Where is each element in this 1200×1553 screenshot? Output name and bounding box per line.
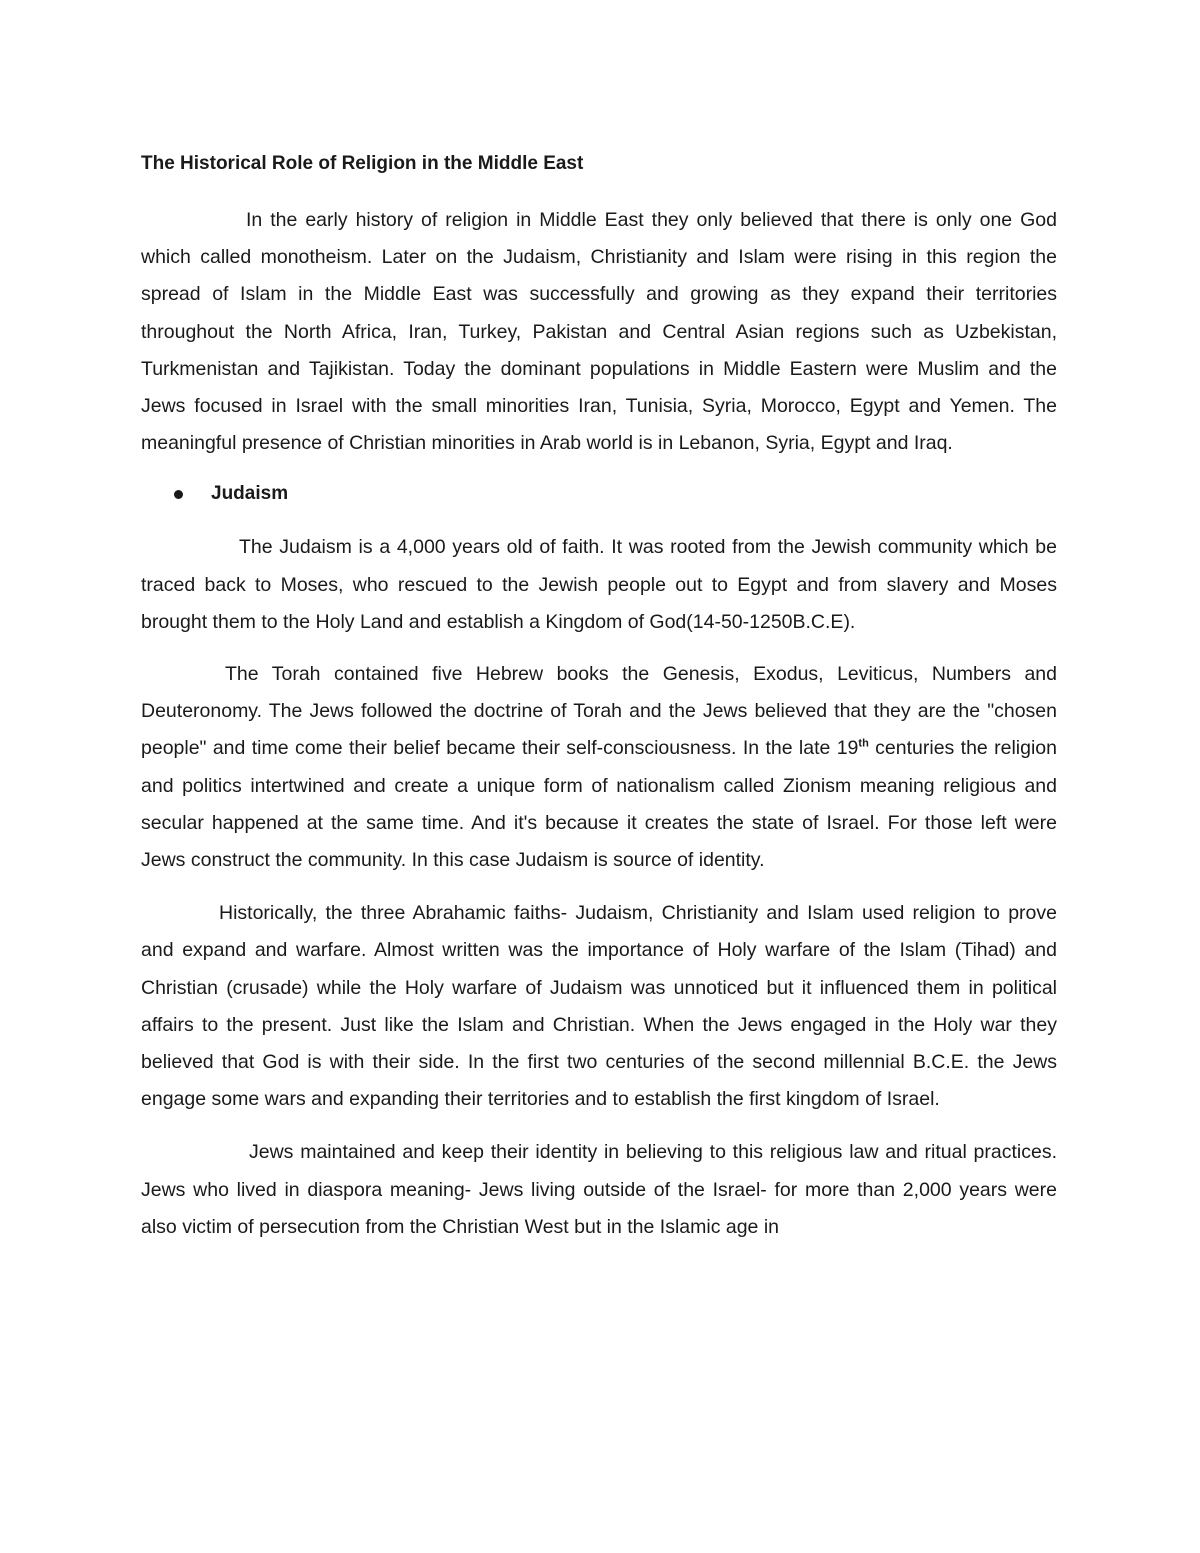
judaism-paragraph-2 bbox=[141, 656, 1057, 879]
document-page bbox=[141, 150, 1057, 1246]
bullet-icon bbox=[174, 490, 183, 499]
paragraph-2-text: The Torah contained five Hebrew books the Genesis, Exodus, Leviticus, Numbers and Deuteronomy. The Jews followed the doctrine of Torah and the Jews believed that they are the "chosen people" and time come their belief became their self-consciousness. In the late 19 bbox=[141, 663, 1057, 760]
paragraph-2-text-cont: centuries the religion and politics intertwined and create a unique form of nationalism called Zionism meaning religious and secular happened at the same time. And it's because it creates the state of Israel. For those left were Jews construct the community. In this case Judaism is source of identity. bbox=[141, 737, 1057, 872]
intro-paragraph: In the early history of religion in Middle East they only believed that there is only one God which called monotheism. Later on the Judaism, Christianity and Islam were rising in this region the spread of Islam in the Middle East was successfully and growing as they expand their territories throughout the North Africa, Iran, Turkey, Pakistan and Central Asian regions such as Uzbekistan, Turkmenistan and Tajikistan. Today the dominant populations in Middle Eastern were Muslim and the Jews focused in Israel with the small minorities Iran, Tunisia, Syria, Morocco, Egypt and Yemen. The meaningful presence of Christian minorities in Arab world is in Lebanon, Syria, Egypt and Iraq. bbox=[141, 209, 1057, 455]
section-bullet bbox=[141, 479, 1057, 509]
page-title: The Historical Role of Religion in the Middle East bbox=[141, 153, 584, 174]
ordinal-suffix: th bbox=[858, 737, 869, 750]
judaism-paragraph-1: The Judaism is a 4,000 years old of faith. It was rooted from the Jewish community which be traced back to Moses, who rescued to the Jewish people out to Egypt and from slavery and Moses brought them to the Holy Land and establish a Kingdom of God(14-50-1250B.C.E). bbox=[141, 536, 1057, 633]
judaism-paragraph-4: Jews maintained and keep their identity in believing to this religious law and ritual practices. Jews who lived in diaspora meaning- Jews living outside of the Israel- for more than 2,000 years were also victim of persecution from the Christian West but in the Islamic age in bbox=[141, 1141, 1057, 1238]
judaism-paragraph-3: Historically, the three Abrahamic faiths- Judaism, Christianity and Islam used religion to prove and expand and warfare. Almost written was the importance of Holy warfare of the Islam (Tihad) and Christian (crusade) while the Holy warfare of Judaism was unnoticed but it influenced them in political affairs to the present. Just like the Islam and Christian. When the Jews engaged in the Holy war they believed that God is with their side. In the first two centuries of the second millennial B.C.E. the Jews engage some wars and expanding their territories and to establish the first kingdom of Israel. bbox=[141, 902, 1057, 1111]
section-heading: Judaism bbox=[211, 483, 289, 505]
